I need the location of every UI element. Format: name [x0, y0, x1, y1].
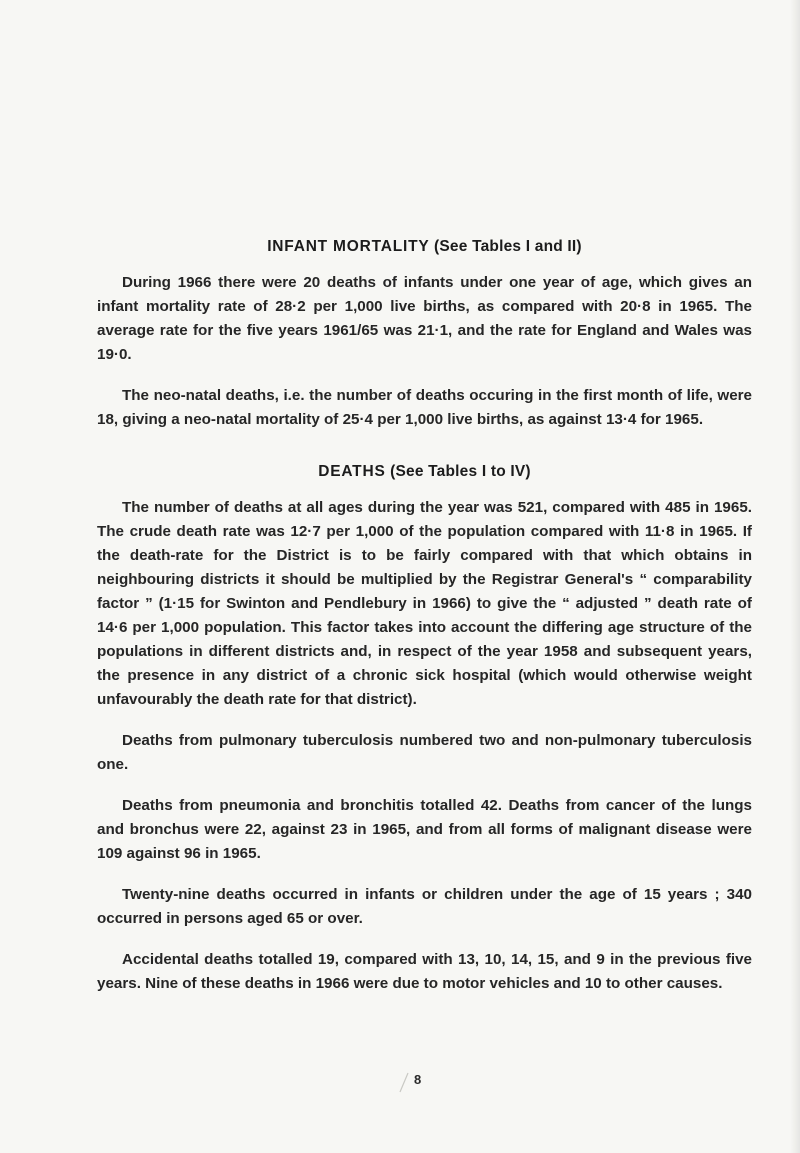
infant-mortality-heading	[97, 237, 752, 257]
pen-stroke-mark	[398, 1072, 410, 1094]
deaths-paragraph-1: The number of deaths at all ages during the year was 521, compared with 485 in 1965. The crude death rate was 12·7 per 1,000 of the population compared with 11·8 in 1965. If the death-rate for the District is to be fairly compared with that which obtains in neighbouring districts it should be multiplied by the Registrar General's “ comparability factor ” (1·15 for Swinton and Pendlebury in 1966) to give the “ adjusted ” death rate of 14·6 per 1,000 population. This factor takes into account the differing age structure of the populations in different districts and, in respect of the year 1958 and subsequent years, the presence in any district of a chronic sick hospital (which would otherwise weight unfavourably the death rate for that district).	[97, 499, 752, 708]
deaths-paragraph-2: Deaths from pulmonary tuberculosis numbered two and non-pulmonary tuberculosis one.	[97, 732, 752, 773]
deaths-heading-reference: (See Tables I to IV)	[390, 463, 531, 480]
infant-mortality-section	[97, 237, 752, 449]
deaths-paragraph-3: Deaths from pneumonia and bronchitis totalled 42. Deaths from cancer of the lungs and bronchus were 22, against 23 in 1965, and from all forms of malignant disease were 109 against 96 in 1965.	[97, 797, 752, 862]
deaths-section	[97, 462, 752, 1013]
infant-mortality-paragraph-2: The neo-natal deaths, i.e. the number of deaths occuring in the first month of life, were 18, giving a neo-natal mortality of 25·4 per 1,000 live births, as against 13·4 for 1965.	[97, 387, 752, 428]
infant-mortality-heading-title: INFANT MORTALITY	[267, 238, 430, 255]
page-edge-shadow	[790, 0, 800, 1153]
infant-mortality-paragraph-1: During 1966 there were 20 deaths of infants under one year of age, which gives an infant mortality rate of 28·2 per 1,000 live births, as compared with 20·8 in 1965. The average rate for the five years 1961/65 was 21·1, and the rate for England and Wales was 19·0.	[97, 274, 752, 363]
deaths-heading	[97, 462, 752, 482]
deaths-paragraph-4: Twenty-nine deaths occurred in infants or children under the age of 15 years ; 340 occurred in persons aged 65 or over.	[97, 886, 752, 927]
infant-mortality-heading-reference: (See Tables I and II)	[434, 238, 582, 255]
page-number: 8	[414, 1072, 422, 1087]
deaths-heading-title: DEATHS	[318, 463, 386, 480]
deaths-paragraph-5: Accidental deaths totalled 19, compared with 13, 10, 14, 15, and 9 in the previous five years. Nine of these deaths in 1966 were due to motor vehicles and 10 to other causes.	[97, 951, 752, 992]
